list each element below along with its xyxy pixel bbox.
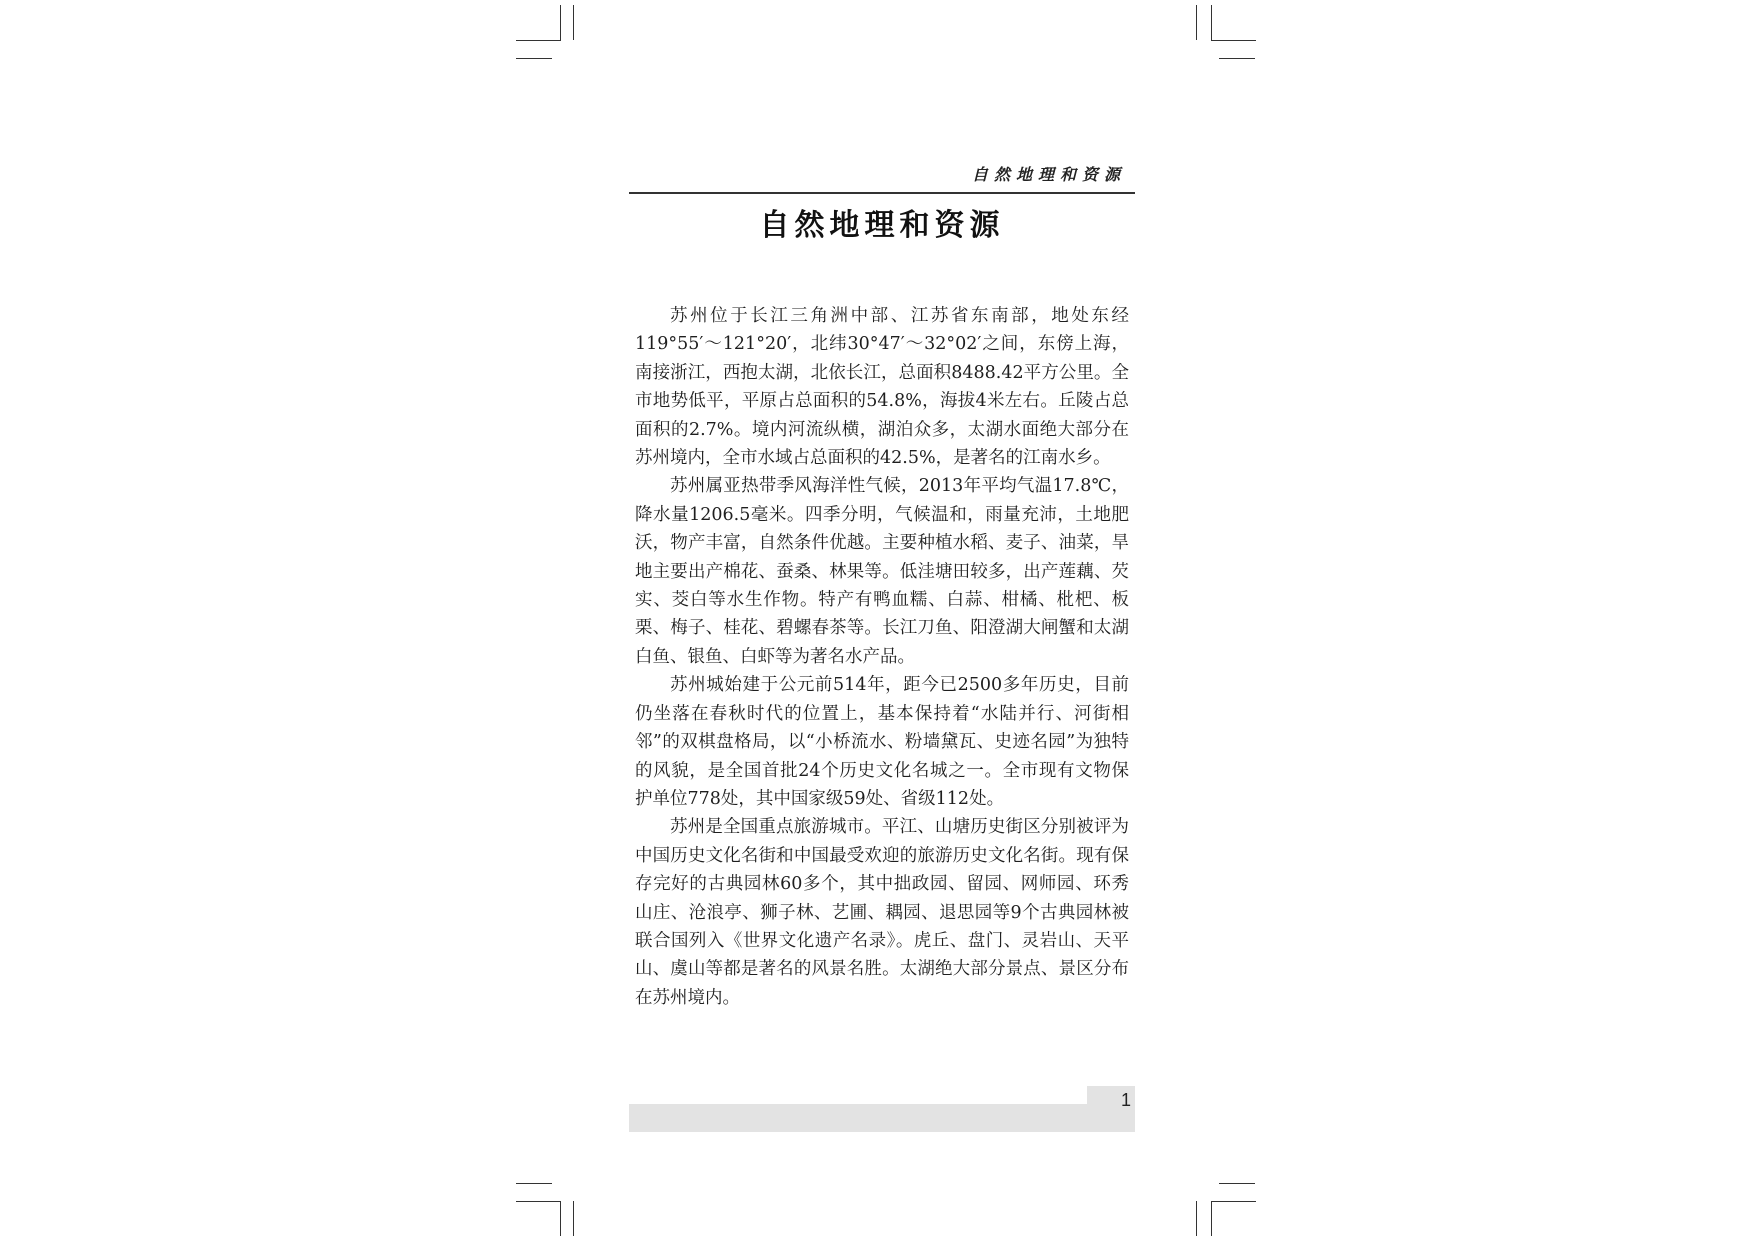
paragraph-location: 苏州位于长江三角洲中部、江苏省东南部，地处东经119°55′～121°20′，北纬30°47′～32°02′之间，东傍上海，南接浙江，西抱太湖，北依长江，总面积8488.42平方公里。全市地势低平，平原占总面积的54.8%，海拔4米左右。丘陵占总面积的2.7%。境内河流纵横，湖泊众多，太湖水面绝大部分在苏州境内，全市水域占总面积的42.5%，是著名的江南水乡。 (635, 306, 1129, 469)
paragraph-climate: 苏州属亚热带季风海洋性气候，2013年平均气温17.8℃，降水量1206.5毫米。四季分明，气候温和，雨量充沛，土地肥沃，物产丰富，自然条件优越。主要种植水稻、麦子、油菜，旱地主要出产棉花、蚕桑、林果等。低洼塘田较多，出产莲藕、芡实、茭白等水生作物。特产有鸭血糯、白蒜、柑橘、枇杷、板栗、梅子、桂花、碧螺春茶等。长江刀鱼、阳澄湖大闸蟹和太湖白鱼、银鱼、白虾等为著名水产品。 (635, 476, 1129, 667)
crop-mark (1211, 5, 1212, 40)
body-text (635, 302, 1129, 1012)
header-rule (629, 192, 1135, 194)
crop-mark (516, 1183, 552, 1184)
crop-mark (560, 1201, 561, 1236)
running-head: 自然地理和资源 (971, 165, 1126, 184)
page-number: 1 (1120, 1090, 1131, 1110)
crop-mark (560, 5, 561, 40)
footer-bar (629, 1104, 1135, 1132)
crop-mark (573, 1201, 574, 1236)
crop-mark (1219, 58, 1255, 59)
crop-mark (1211, 1201, 1212, 1236)
crop-mark (573, 5, 574, 40)
crop-mark (1219, 1183, 1255, 1184)
chapter-title: 自然地理和资源 (759, 208, 1005, 243)
crop-mark (1211, 1201, 1256, 1202)
paragraph-tourism: 苏州是全国重点旅游城市。平江、山塘历史街区分别被评为中国历史文化名街和中国最受欢迎的旅游历史文化名街。现有保存完好的古典园林60多个，其中拙政园、留园、网师园、环秀山庄、沧浪亭、狮子林、艺圃、耦园、退思园等9个古典园林被联合国列入《世界文化遗产名录》。虎丘、盘门、灵岩山、天平山、虞山等都是著名的风景名胜。太湖绝大部分景点、景区分布在苏州境内。 (635, 817, 1129, 1008)
crop-mark (1196, 5, 1197, 40)
crop-mark (516, 58, 552, 59)
crop-mark (516, 40, 561, 41)
crop-mark (1211, 40, 1256, 41)
crop-mark (1196, 1201, 1197, 1236)
crop-mark (516, 1201, 561, 1202)
paragraph-history: 苏州城始建于公元前514年，距今已2500多年历史，目前仍坐落在春秋时代的位置上，基本保持着“水陆并行、河街相邻”的双棋盘格局，以“小桥流水、粉墙黛瓦、史迹名园”为独特的风貌，是全国首批24个历史文化名城之一。全市现有文物保护单位778处，其中国家级59处、省级112处。 (635, 675, 1129, 809)
